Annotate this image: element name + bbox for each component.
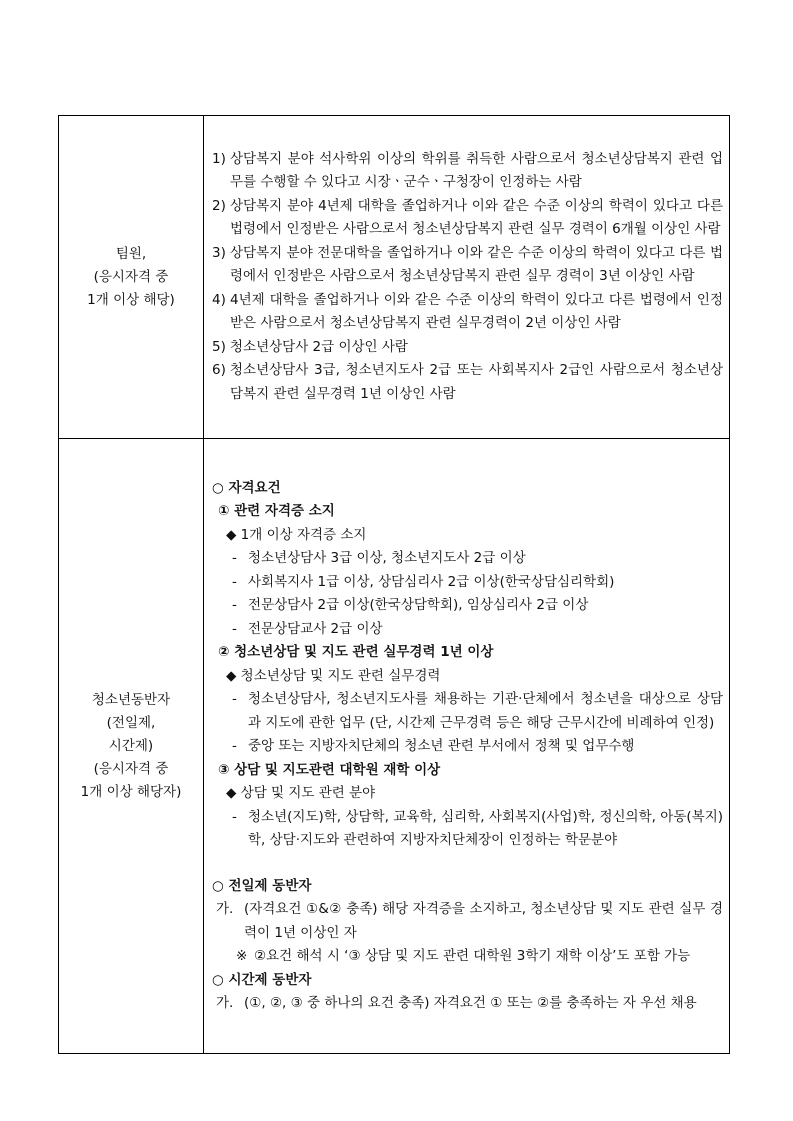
section-heading: ○ 시간제 동반자 bbox=[212, 971, 312, 988]
youth-companion-requirements bbox=[204, 439, 730, 1054]
ga-item bbox=[212, 898, 723, 945]
note-mark: ※ bbox=[236, 948, 248, 964]
dash-text: 전문상담사 2급 이상(한국상담학회), 임상심리사 2급 이상 bbox=[248, 597, 589, 613]
label-line: 팀원, bbox=[115, 245, 147, 262]
dash-text: 청소년(지도)학, 상담학, 교육학, 심리학, 사회복지(사업)학, 정신의학, 아동(복지)학, 상담·지도와 관련하여 지방자치단체장이 인정하는 학문분야 bbox=[248, 808, 723, 848]
team-member-label bbox=[59, 116, 204, 439]
requirement-heading: ① 관련 자격증 소지 bbox=[218, 503, 335, 519]
item-text: 청소년상담사 2급 이상인 사람 bbox=[230, 338, 408, 355]
ga-mark: 가. bbox=[216, 901, 234, 917]
youth-companion-row bbox=[59, 439, 730, 1054]
dash-item bbox=[212, 571, 723, 595]
list-item bbox=[212, 148, 723, 195]
requirement-subheading: ◆ 청소년상담 및 지도 관련 실무경력 bbox=[226, 667, 441, 684]
item-text: 4년제 대학을 졸업하거나 이와 같은 수준 이상의 학력이 있다고 다른 법령에서 인정받은 사람으로서 청소년상담복지 관련 실무경력이 2년 이상인 사람 bbox=[230, 291, 723, 332]
section-heading: ○ 전일제 동반자 bbox=[212, 877, 312, 894]
dash-mark: - bbox=[232, 550, 237, 566]
spacer bbox=[212, 853, 723, 875]
requirement-heading: ③ 상담 및 지도관련 대학원 재학 이상 bbox=[218, 761, 441, 778]
item-text: 청소년상담사 3급, 청소년지도사 2급 또는 사회복지사 2급인 사람으로서 청소년상담복지 관련 실무경력 1년 이상인 사람 bbox=[230, 362, 723, 402]
note-item bbox=[212, 945, 723, 969]
dash-item bbox=[212, 618, 723, 642]
ga-text: (①, ②, ③ 중 하나의 요건 충족) 자격요건 ① 또는 ②를 충족하는 자 우선 채용 bbox=[244, 995, 697, 1011]
ga-mark: 가. bbox=[216, 995, 234, 1011]
item-text: 상담복지 분야 4년제 대학을 졸업하거나 이와 같은 수준 이상의 학력이 있다고 다른 법령에서 인정받은 사람으로서 청소년상담복지 관련 실무 경력이 6개월 이상인 사람 bbox=[230, 197, 723, 238]
ga-item bbox=[212, 992, 723, 1016]
dash-mark: - bbox=[232, 738, 237, 754]
label-line: 1개 이상 해당) bbox=[87, 291, 175, 308]
dash-mark: - bbox=[232, 597, 237, 613]
requirement-heading: ② 청소년상담 및 지도 관련 실무경력 1년 이상 bbox=[218, 644, 494, 660]
requirement-subheading: ◆ 1개 이상 자격증 소지 bbox=[226, 526, 367, 543]
qualification-table bbox=[58, 115, 730, 1054]
team-member-row bbox=[59, 116, 730, 439]
list-item bbox=[212, 289, 723, 336]
list-item bbox=[212, 242, 723, 289]
dash-item bbox=[212, 594, 723, 618]
youth-companion-label bbox=[59, 439, 204, 1054]
dash-mark: - bbox=[232, 808, 237, 825]
dash-text: 중앙 또는 지방자치단체의 청소년 관련 부서에서 정책 및 업무수행 bbox=[248, 738, 635, 754]
item-number: 4) bbox=[212, 291, 226, 308]
section-heading: ○ 자격요건 bbox=[212, 479, 281, 496]
ga-text: (자격요건 ①&② 충족) 해당 자격증을 소지하고, 청소년상담 및 지도 관련 실무 경력이 1년 이상인 자 bbox=[244, 901, 723, 941]
list-item bbox=[212, 359, 723, 406]
dash-item bbox=[212, 688, 723, 735]
dash-text: 청소년상담사, 청소년지도사를 채용하는 기관·단체에서 청소년을 대상으로 상담과 지도에 관한 업무 (단, 시간제 근무경력 등은 해당 근무시간에 비례하여 인정) bbox=[248, 691, 723, 731]
note-text: ②요건 해석 시 ‘③ 상담 및 지도 관련 대학원 3학기 재학 이상’도 포함 가능 bbox=[254, 948, 691, 964]
item-number: 2) bbox=[212, 197, 226, 214]
item-number: 3) bbox=[212, 244, 226, 261]
team-member-requirements bbox=[204, 116, 730, 439]
label-line: 청소년동반자 bbox=[91, 691, 171, 708]
item-number: 6) bbox=[212, 362, 226, 379]
dash-mark: - bbox=[232, 691, 237, 707]
item-text: 상담복지 분야 전문대학을 졸업하거나 이와 같은 수준 이상의 학력이 있다고 다른 법령에서 인정받은 사람으로서 청소년상담복지 관련 실무 경력이 3년 이상인 사람 bbox=[230, 244, 723, 285]
dash-item bbox=[212, 547, 723, 571]
dash-text: 전문상담교사 2급 이상 bbox=[248, 620, 383, 637]
label-line: 시간제) bbox=[108, 737, 154, 754]
label-line: (응시자격 중 bbox=[93, 760, 169, 777]
label-line: (전일제, bbox=[106, 714, 156, 731]
list-item bbox=[212, 195, 723, 242]
dash-item bbox=[212, 735, 723, 759]
dash-text: 사회복지사 1급 이상, 상담심리사 2급 이상(한국상담심리학회) bbox=[248, 573, 615, 590]
item-number: 1) bbox=[212, 150, 226, 167]
dash-mark: - bbox=[232, 573, 237, 590]
dash-text: 청소년상담사 3급 이상, 청소년지도사 2급 이상 bbox=[248, 550, 526, 566]
list-item bbox=[212, 336, 723, 360]
label-line: (응시자격 중 bbox=[93, 268, 169, 285]
dash-mark: - bbox=[232, 620, 237, 637]
item-number: 5) bbox=[212, 338, 226, 355]
dash-item bbox=[212, 806, 723, 853]
requirement-subheading: ◆ 상담 및 지도 관련 분야 bbox=[226, 785, 376, 801]
label-line: 1개 이상 해당자) bbox=[80, 783, 182, 800]
item-text: 상담복지 분야 석사학위 이상의 학위를 취득한 사람으로서 청소년상담복지 관련 업무를 수행할 수 있다고 시장ㆍ군수ㆍ구청장이 인정하는 사람 bbox=[230, 150, 723, 191]
